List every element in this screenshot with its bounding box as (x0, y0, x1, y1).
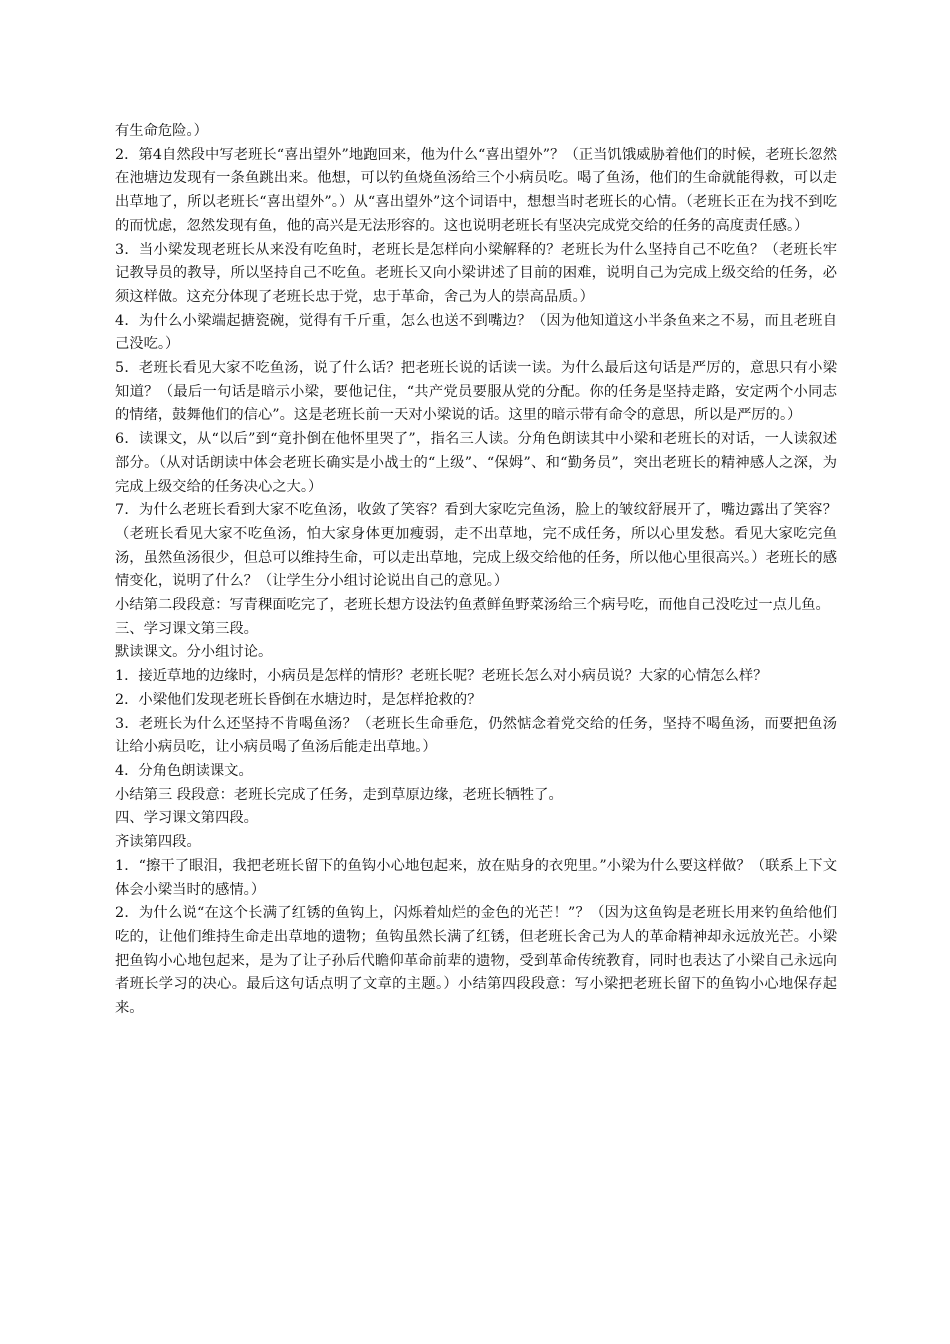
paragraph: 4．分角色朗读课文。 (115, 762, 253, 779)
paragraph: 4．为什么小梁端起搪瓷碗，觉得有千斤重，怎么也送不到嘴边？（因为他知道这小半条鱼来之不易，而且老班自己没吃。） (115, 312, 837, 353)
paragraph: 1．接近草地的边缘时，小病员是怎样的情形？老班长呢？老班长怎么对小病员说？大家的心情怎么样？ (115, 668, 768, 685)
paragraph: 默读课文。分小组讨论。 (115, 644, 273, 661)
paragraph: 2．为什么说“在这个长满了红锈的鱼钩上，闪烁着灿烂的金色的光芒！”？（因为这鱼钩是老班长用来钓鱼给他们吃的，让他们维持生命走出草地的遗物；鱼钩虽然长满了红锈，但老班长舍己为人的革命精神却永远放光芒。小梁把鱼钩小心地包起来，是为了让子孙后代瞻仰革命前辈的遗物，受到革命传统教育，同时也表达了小梁自己永远向者班长学习的决心。最后这句话点明了文章的主题。）小结第四段段意：写小梁把老班长留下的鱼钩小心地保存起来。 (115, 905, 837, 1017)
paragraph: 1．“擦干了眼泪，我把老班长留下的鱼钩小心地包起来，放在贴身的衣兜里。”小梁为什么要这样做？（联系上下文体会小梁当时的感情。） (115, 857, 837, 898)
paragraph: 2．第4自然段中写老班长“喜出望外”地跑回来，他为什么“喜出望外”？（正当饥饿威胁着他们的时候，老班长忽然在池塘边发现有一条鱼跳出来。他想，可以钓鱼烧鱼汤给三个小病员吃。喝了鱼汤，他们的生命就能得救，可以走出草地了，所以老班长“喜出望外”。）从“喜出望外”这个词语中，想想当时老班长的心情。（老班长正在为找不到吃的而忧虑，忽然发现有鱼，他的高兴是无法形容的。这也说明老班长有坚决完成党交给的任务的高度责任感。） (115, 146, 837, 234)
section-heading: 四、学习课文第四段。 (115, 810, 258, 827)
paragraph: 7．为什么老班长看到大家不吃鱼汤，收敛了笑容？看到大家吃完鱼汤，脸上的皱纹舒展开了，嘴边露出了笑容？（老班长看见大家不吃鱼汤，怕大家身体更加瘦弱，走不出草地，完不成任务，所以心里发愁。看见大家吃完鱼汤，虽然鱼汤很少，但总可以维持生命，可以走出草地，完成上级交给他的任务，所以他心里很高兴。）老班长的感情变化，说明了什么？（让学生分小组讨论说出自己的意见。） (115, 502, 837, 590)
paragraph: 齐读第四段。 (115, 834, 201, 851)
section-summary: 小结第三 段段意：老班长完成了任务，走到草原边缘，老班长牺牲了。 (115, 786, 563, 803)
paragraph: 6．读课文，从“以后”到“竟扑倒在他怀里哭了”，指名三人读。分角色朗读其中小梁和老班长的对话，一人读叙述部分。（从对话朗读中体会老班长确实是小战士的“上级”、“保姆”、和“勤务员”，突出老班长的精神感人之深，为完成上级交给的任务决心之大。） (115, 431, 837, 495)
document-body (115, 120, 837, 1021)
paragraph: 5．老班长看见大家不吃鱼汤，说了什么话？把老班长说的话读一读。为什么最后这句话是严厉的，意思只有小梁知道？（最后一句话是暗示小梁，要他记住，“共产党员要服从党的分配。你的任务是坚持走路，安定两个小同志的情绪，鼓舞他们的信心”。这是老班长前一天对小梁说的话。这里的暗示带有命令的意思，所以是严厉的。） (115, 360, 837, 424)
paragraph: 2．小梁他们发现老班长昏倒在水塘边时，是怎样抢救的？ (115, 691, 482, 708)
section-heading: 三、学习课文第三段。 (115, 620, 258, 637)
paragraph: 3．老班长为什么还坚持不肯喝鱼汤？（老班长生命垂危，仍然惦念着党交给的任务，坚持不喝鱼汤，而要把鱼汤让给小病员吃，让小病员喝了鱼汤后能走出草地。） (115, 715, 837, 756)
section-summary: 小结第二段段意：写青稞面吃完了，老班长想方设法钓鱼煮鲜鱼野菜汤给三个病号吃，而他自己没吃过一点儿鱼。 (115, 597, 830, 614)
paragraph: 3．当小梁发现老班长从来没有吃鱼时，老班长是怎样向小梁解释的？老班长为什么坚持自己不吃鱼？（老班长牢记教导员的教导，所以坚持自己不吃鱼。老班长又向小梁讲述了目前的困难，说明自己为完成上级交给的任务，必须这样做。这充分体现了老班长忠于党，忠于革命，舍己为人的崇高品质。） (115, 241, 837, 305)
paragraph: 有生命危险。） (115, 123, 208, 139)
